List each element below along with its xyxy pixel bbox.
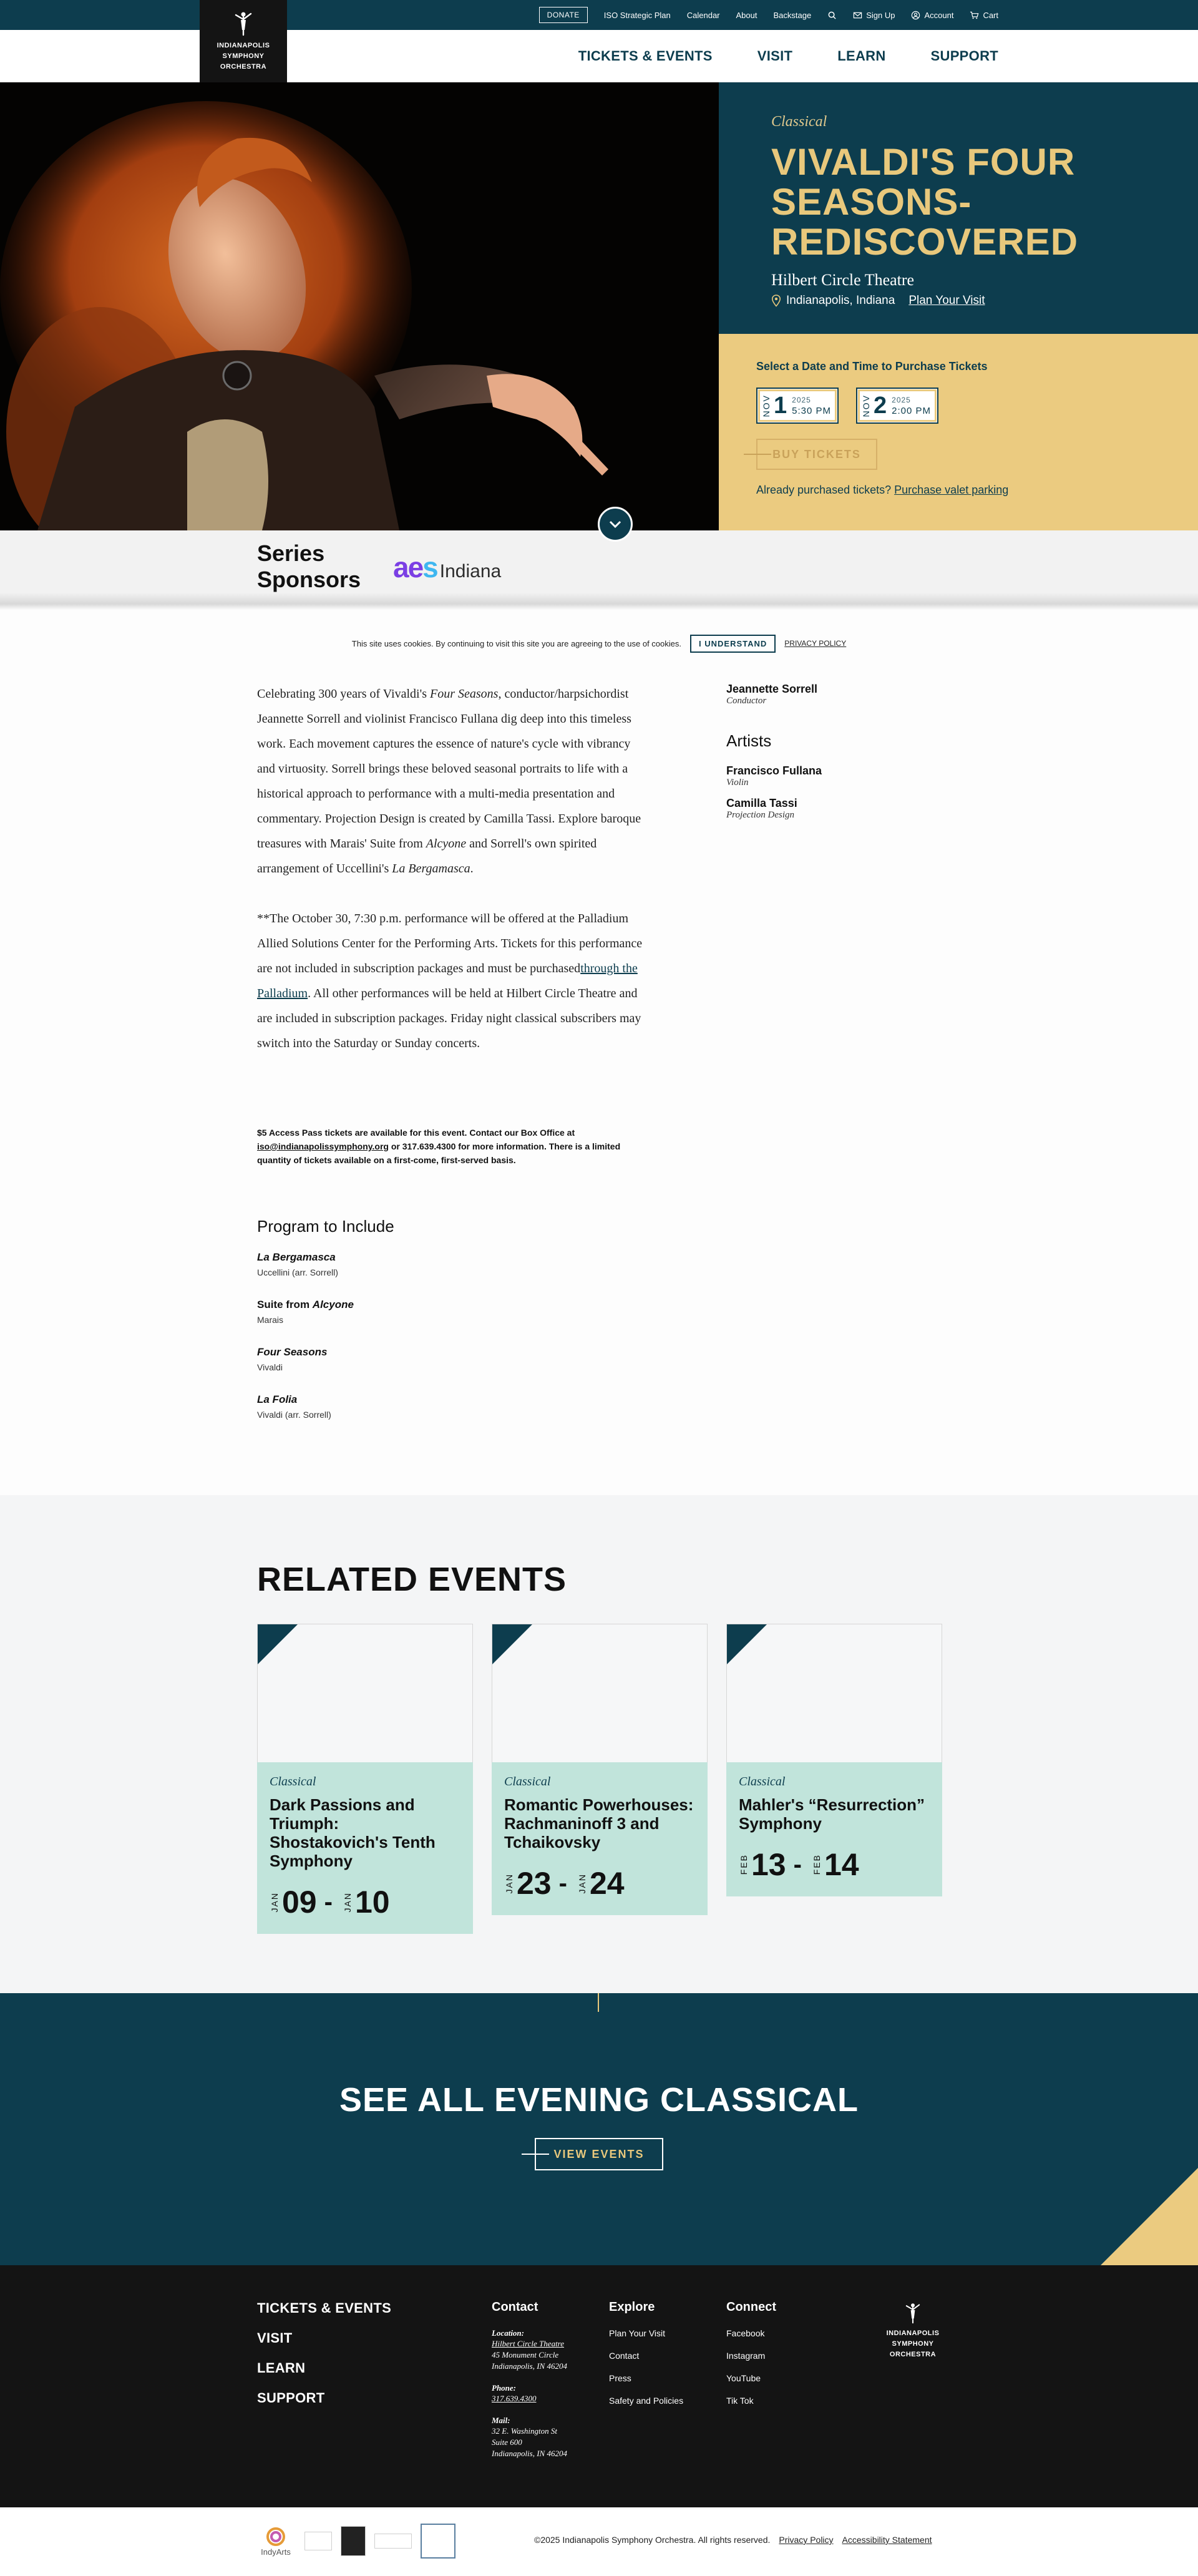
legal-bar — [0, 2507, 1198, 2576]
card-day: 23 — [517, 1866, 552, 1901]
desc-work-title: Four Seasons — [429, 687, 499, 701]
footer-nav-learn[interactable]: LEARN — [257, 2360, 306, 2376]
footer-link-contact[interactable]: Contact — [609, 2351, 640, 2361]
date-month: NOV — [761, 394, 771, 417]
footer-contact — [492, 2300, 567, 2471]
conductor-figure-icon — [234, 11, 253, 36]
program-title: La Bergamasca — [257, 1251, 336, 1263]
program-title: La Folia — [257, 1393, 298, 1405]
card-dates: FEB 13 - FEB 14 — [739, 1847, 859, 1882]
connect-heading: Connect — [726, 2300, 776, 2314]
logo-line-3: ORCHESTRA — [889, 2351, 937, 2358]
artist-role: Projection Design — [726, 810, 795, 820]
search-icon[interactable] — [827, 11, 837, 20]
aes-logo-region: Indiana — [439, 561, 502, 582]
date-option-nov-2[interactable] — [856, 388, 938, 424]
card-month: JAN — [270, 1891, 280, 1913]
series-sponsors — [0, 530, 1198, 610]
artist-role: Violin — [726, 778, 749, 788]
nav-item-tickets-events[interactable]: TICKETS & EVENTS — [578, 48, 713, 64]
artist-name: Camilla Tassi — [726, 797, 797, 809]
desc-text: . — [470, 862, 474, 876]
account-link[interactable] — [911, 11, 953, 20]
program-heading: Program to Include — [257, 1217, 394, 1236]
description-paragraph-1 — [257, 681, 644, 881]
cart-icon — [970, 11, 979, 20]
card-corner-accent — [727, 1624, 767, 1664]
partner-logo[interactable] — [374, 2534, 412, 2549]
mail-line: Suite 600 — [492, 2437, 522, 2447]
artist-item[interactable] — [726, 797, 951, 821]
conductor-name[interactable]: Jeannette Sorrell — [726, 683, 818, 695]
program-title: Alcyone — [312, 1299, 354, 1310]
footer-nav-visit[interactable]: VISIT — [257, 2330, 293, 2346]
program-composer: Uccellini (arr. Sorrell) — [257, 1267, 338, 1277]
account-label: Account — [924, 10, 954, 20]
cart-link[interactable] — [970, 11, 998, 20]
cookie-banner — [0, 630, 1198, 656]
logo-line-1: INDIANAPOLIS — [886, 2330, 940, 2337]
card-month: JAN — [577, 1873, 587, 1894]
privacy-policy-link[interactable]: PRIVACY POLICY — [784, 639, 847, 648]
program-composer: Vivaldi (arr. Sorrell) — [257, 1410, 331, 1420]
desc-work-title: Alcyone — [426, 837, 467, 851]
legal-text — [534, 2535, 932, 2545]
event-header-panel — [719, 82, 1198, 334]
artists-heading: Artists — [726, 731, 772, 750]
footer-explore — [609, 2300, 683, 2418]
address-line: 45 Monument Circle — [492, 2350, 559, 2359]
access-text: $5 Access Pass tickets are available for this event. Contact our Box Office at — [257, 1128, 575, 1138]
desc-text: Celebrating 300 years of Vivaldi's — [257, 687, 430, 701]
date-option-nov-1[interactable] — [756, 388, 839, 424]
accessibility-statement-link[interactable]: Accessibility Statement — [842, 2535, 932, 2545]
desc-text: , conductor/harpsichordist Jeannette Sorrell and violinist Francisco Fullana dig deep into this timeless work. Each movement captures the essence of nature's cycle with vibrancy and virtuosity. Sorrell brings these beloved seasonal portraits to life with a historical approach to performance with a multi-media presentation and commentary. Projection Design is created by Camilla Tassi. Explore baroque treasures with Marais' Suite from — [257, 687, 641, 851]
card-genre: Classical — [504, 1775, 551, 1788]
related-event-card[interactable] — [492, 1624, 708, 1915]
card-month: JAN — [504, 1873, 514, 1894]
see-all-section — [0, 1993, 1198, 2265]
sign-up-label: Sign Up — [866, 10, 895, 20]
privacy-policy-footer-link[interactable]: Privacy Policy — [779, 2535, 834, 2545]
footer-connect — [726, 2300, 776, 2418]
conductor-figure-icon — [905, 2303, 921, 2324]
program-prefix: Suite from — [257, 1299, 313, 1310]
program-item — [257, 1251, 644, 1277]
related-events-heading: RELATED EVENTS — [257, 1561, 567, 1598]
sponsors-heading — [257, 540, 361, 593]
date-day: 2 — [874, 392, 887, 419]
site-footer — [0, 2265, 1198, 2507]
event-title: VIVALDI'S FOUR SEASONS- REDISCOVERED — [771, 141, 1079, 263]
card-day: 14 — [824, 1847, 859, 1882]
footer-link-safety-policies[interactable]: Safety and Policies — [609, 2396, 684, 2406]
card-corner-accent — [258, 1624, 298, 1664]
desc-text: . All other performances will be held at Hilbert Circle Theatre and are included in subscription packages. Friday night classical subscribers may switch into the Saturday or Sunday concerts. — [257, 987, 641, 1050]
card-day: 24 — [589, 1866, 625, 1901]
mail-label: Mail: — [492, 2416, 510, 2425]
partner-logo[interactable] — [304, 2532, 332, 2550]
related-event-card[interactable] — [726, 1624, 942, 1896]
program-item — [257, 1393, 644, 1420]
card-dates: JAN 23 - JAN 24 — [504, 1866, 625, 1901]
main-nav — [0, 30, 1198, 82]
logo-line-3: ORCHESTRA — [220, 63, 267, 71]
already-label: Already purchased tickets? — [756, 484, 892, 496]
scroll-down-button[interactable] — [598, 507, 633, 542]
event-card-image — [726, 1624, 942, 1762]
utility-link-backstage[interactable]: Backstage — [773, 10, 812, 20]
location-text: Indianapolis, Indiana — [786, 294, 895, 307]
date-year: 2025 — [792, 396, 811, 404]
access-pass-note — [257, 1126, 644, 1167]
already-purchased-text — [756, 484, 1008, 497]
performers-sidebar — [726, 683, 951, 829]
cart-label: Cart — [983, 10, 998, 20]
program-title: Four Seasons — [257, 1346, 328, 1358]
view-events-button[interactable]: VIEW EVENTS — [535, 2138, 663, 2170]
card-title: Mahler's “Resurrection” Symphony — [739, 1795, 925, 1833]
logo-line-2: SYMPHONY — [892, 2340, 934, 2348]
valet-parking-link[interactable]: Purchase valet parking — [894, 484, 1009, 496]
address-line: Indianapolis, IN 46204 — [492, 2361, 567, 2371]
theatre-link[interactable]: Hilbert Circle Theatre — [492, 2339, 565, 2348]
corner-accent — [1101, 2168, 1198, 2265]
box-office-email-link[interactable]: iso@indianapolissymphony.org — [257, 1141, 389, 1151]
card-dates: JAN 09 - JAN 10 — [270, 1885, 390, 1920]
access-text: or 317.639.4300 for more information. There is a limited quantity of tickets available on a first-come, first-served basis. — [257, 1141, 621, 1165]
footer-link-press[interactable]: Press — [609, 2373, 631, 2383]
program-item — [257, 1299, 644, 1325]
related-events — [0, 1495, 1198, 1993]
indyarts-label: IndyArts — [261, 2547, 291, 2557]
buy-button-accent-line — [744, 454, 771, 455]
hero-photo-conductor — [0, 82, 719, 530]
footer-link-tiktok[interactable]: Tik Tok — [726, 2396, 754, 2406]
program-composer: Marais — [257, 1315, 284, 1325]
partner-logos — [256, 2521, 455, 2561]
footer-iso-logo[interactable] — [879, 2303, 947, 2359]
contact-heading: Contact — [492, 2300, 538, 2314]
utility-bar — [0, 0, 1198, 30]
card-month: FEB — [811, 1854, 822, 1875]
buy-tickets-button[interactable]: BUY TICKETS — [756, 439, 877, 470]
program-composer: Vivaldi — [257, 1362, 283, 1372]
phone-link[interactable]: 317.639.4300 — [492, 2394, 537, 2403]
aes-logo-ae: ae — [393, 551, 423, 583]
utility-link-calendar[interactable]: Calendar — [686, 10, 720, 20]
sign-up-link[interactable] — [853, 11, 895, 20]
date-year: 2025 — [892, 396, 911, 404]
card-genre: Classical — [739, 1775, 786, 1788]
program-item — [257, 1346, 644, 1372]
card-day: 09 — [282, 1885, 317, 1920]
date-time: 2:00 PM — [892, 406, 932, 416]
indyarts-mark-icon — [265, 2526, 286, 2547]
card-day: 13 — [751, 1847, 786, 1882]
utility-link-strategic-plan[interactable]: ISO Strategic Plan — [603, 10, 671, 20]
plan-your-visit-link[interactable]: Plan Your Visit — [908, 294, 985, 307]
donate-button[interactable]: DONATE — [539, 7, 588, 23]
nav-item-learn[interactable]: LEARN — [837, 48, 886, 64]
desc-text: and Sorrell's own spirited arrangement of Uccellini's — [257, 837, 597, 876]
explore-heading: Explore — [609, 2300, 655, 2314]
footer-nav-support[interactable]: SUPPORT — [257, 2390, 325, 2406]
program-section — [257, 1217, 644, 1441]
date-time: 5:30 PM — [792, 406, 832, 416]
see-all-heading: SEE ALL EVENING CLASSICAL — [339, 2081, 859, 2119]
artist-item[interactable] — [726, 764, 951, 788]
card-month: FEB — [739, 1854, 749, 1875]
event-location — [771, 294, 985, 308]
palladium-link[interactable]: through the Palladium — [257, 962, 638, 1000]
sponsors-heading-line-2: Sponsors — [257, 567, 361, 592]
related-event-card[interactable] — [257, 1624, 473, 1934]
footer-link-instagram[interactable]: Instagram — [726, 2351, 766, 2361]
footer-link-plan-your-visit[interactable]: Plan Your Visit — [609, 2328, 666, 2338]
phone-label: Phone: — [492, 2383, 516, 2393]
date-month: NOV — [861, 394, 871, 417]
desc-text: **The October 30, 7:30 p.m. performance will be offered at the Palladium Allied Solutions Center for the Performing Arts. Tickets for this performance are not included in subscription packages and must be purchased — [257, 912, 643, 975]
chevron-down-icon — [608, 520, 622, 529]
card-title: Dark Passions and Triumph: Shostakovich's Tenth Symphony — [270, 1795, 436, 1870]
date-day: 1 — [774, 392, 787, 419]
copyright-text: ©2025 Indianapolis Symphony Orchestra. All rights reserved. — [534, 2535, 771, 2545]
location-label: Location: — [492, 2328, 524, 2338]
aes-logo-s: s — [422, 551, 437, 583]
footer-link-facebook[interactable]: Facebook — [726, 2328, 765, 2338]
artist-name: Francisco Fullana — [726, 764, 822, 777]
nav-item-support[interactable]: SUPPORT — [930, 48, 998, 64]
sponsors-heading-line-1: Series — [257, 540, 325, 566]
aes-indiana-logo[interactable] — [393, 550, 501, 584]
card-title: Romantic Powerhouses: Rachmaninoff 3 and Tchaikovsky — [504, 1795, 694, 1852]
user-icon — [911, 11, 920, 20]
nav-item-visit[interactable]: VISIT — [757, 48, 793, 64]
event-genre: Classical — [771, 114, 827, 130]
map-pin-icon — [771, 295, 781, 307]
footer-nav-tickets-events[interactable]: TICKETS & EVENTS — [257, 2300, 392, 2316]
event-card-image — [257, 1624, 473, 1762]
card-corner-accent — [492, 1624, 532, 1664]
utility-link-about[interactable]: About — [736, 10, 757, 20]
cookie-accept-button[interactable]: I UNDERSTAND — [690, 635, 776, 653]
divider-line — [598, 1993, 599, 2012]
mail-line: 32 E. Washington St — [492, 2426, 557, 2436]
event-venue: Hilbert Circle Theatre — [771, 271, 915, 289]
footer-nav — [257, 2300, 391, 2420]
description-paragraph-2 — [257, 906, 644, 1056]
select-date-label: Select a Date and Time to Purchase Tickets — [756, 360, 988, 373]
mail-line: Indianapolis, IN 46204 — [492, 2449, 567, 2458]
logo-line-2: SYMPHONY — [222, 52, 265, 60]
card-day: 10 — [354, 1885, 390, 1920]
card-genre: Classical — [270, 1775, 316, 1788]
iso-logo[interactable] — [200, 0, 287, 82]
logo-line-1: INDIANAPOLIS — [217, 42, 270, 49]
desc-work-title: La Bergamasca — [392, 862, 470, 876]
card-month: JAN — [342, 1891, 353, 1913]
partner-logo[interactable] — [341, 2526, 366, 2556]
event-description — [257, 681, 644, 1081]
transparency-seal[interactable] — [421, 2524, 455, 2559]
ticket-selection-panel — [719, 334, 1198, 530]
cookie-text: This site uses cookies. By continuing to visit this site you are agreeing to the use of cookies. — [351, 638, 682, 648]
event-card-image — [492, 1624, 708, 1762]
indyarts-logo[interactable] — [256, 2521, 296, 2561]
envelope-icon — [853, 11, 862, 20]
footer-link-youtube[interactable]: YouTube — [726, 2373, 761, 2383]
conductor-role: Conductor — [726, 696, 767, 706]
